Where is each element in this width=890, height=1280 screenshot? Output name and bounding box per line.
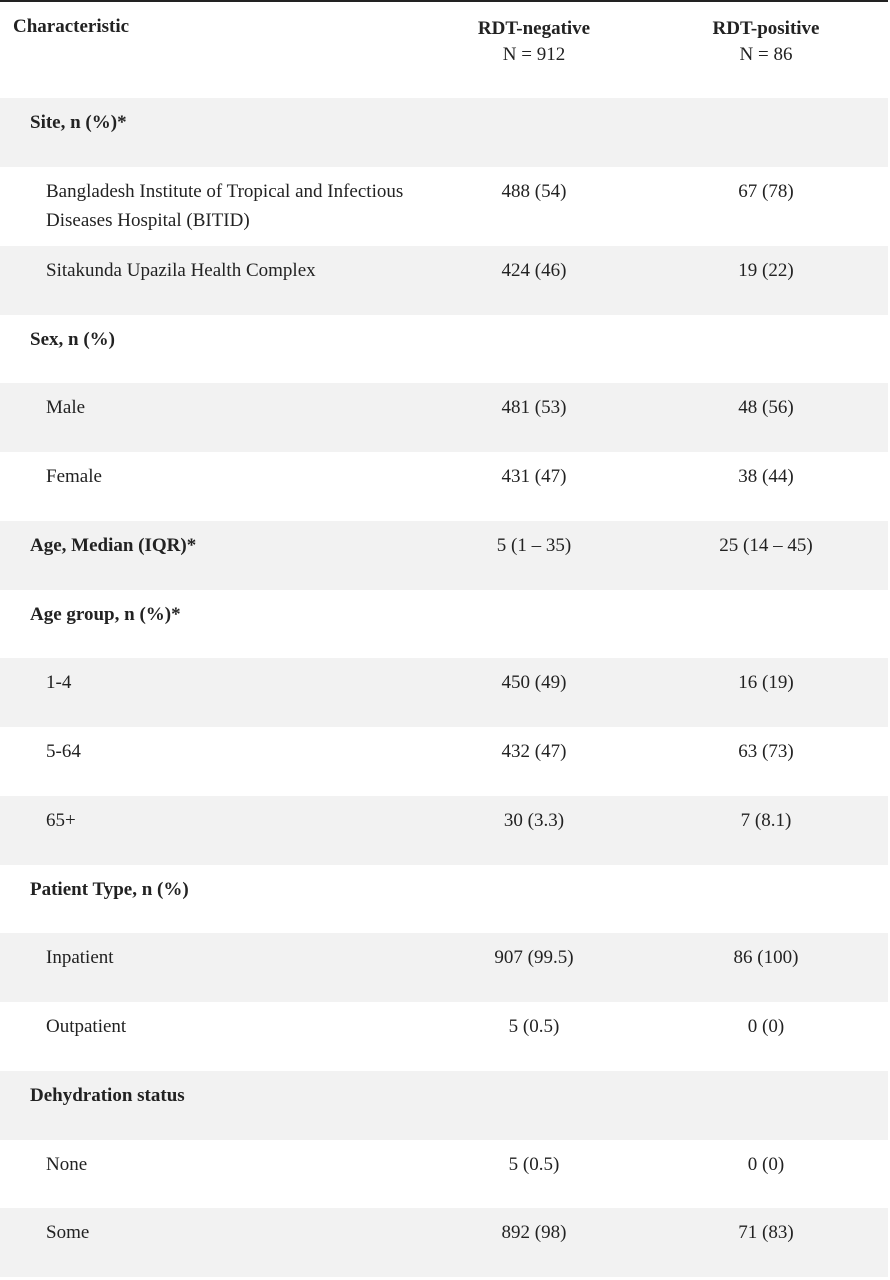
header-rdt-negative-n: N = 912 (502, 44, 566, 65)
rdt-positive-value: 48 (56) (738, 397, 794, 419)
group-label: Age, Median (IQR)* (30, 534, 197, 556)
rdt-negative-value: 5 (0.5) (508, 1016, 560, 1037)
group-label: Sex, n (%) (30, 328, 115, 350)
rdt-positive-value: 19 (22) (738, 259, 794, 281)
table-row (0, 658, 888, 727)
group-row (0, 590, 888, 659)
table-header (0, 2, 888, 98)
row-label: 65+ (46, 809, 76, 831)
rdt-negative-value: 30 (3.3) (503, 809, 565, 831)
rdt-negative-value: 424 (46) (501, 259, 567, 281)
row-label: 5-64 (46, 741, 81, 762)
group-row (0, 521, 888, 590)
rdt-positive-value: 0 (0) (747, 1153, 785, 1175)
row-label: Male (46, 397, 86, 419)
table-row (0, 1002, 888, 1071)
rdt-negative-value: 488 (54) (501, 180, 567, 202)
table-row (0, 1140, 888, 1209)
table-row (0, 796, 888, 865)
rdt-negative-value: 5 (1 – 35) (496, 534, 572, 556)
rdt-negative-value: 431 (47) (501, 466, 567, 487)
table-row (0, 1208, 888, 1277)
row-label: Inpatient (46, 947, 114, 969)
rdt-positive-value: 25 (14 – 45) (719, 534, 813, 556)
rdt-positive-value: 63 (73) (738, 741, 794, 762)
table-row (0, 246, 888, 315)
rdt-positive-value: 86 (100) (733, 947, 799, 969)
rdt-negative-value: 450 (49) (501, 672, 567, 694)
rdt-negative-value: 907 (99.5) (494, 947, 574, 969)
row-label: Bangladesh Institute of Tropical and Infectious Diseases Hospital (BITID) (46, 180, 404, 231)
row-label: None (46, 1153, 88, 1175)
table-row (0, 727, 888, 796)
table-body (0, 98, 888, 1277)
row-label: Female (46, 466, 102, 487)
rdt-negative-value: 5 (0.5) (508, 1153, 560, 1175)
header-characteristic: Characteristic (13, 16, 130, 37)
header-rdt-positive-title: RDT-positive (712, 18, 820, 39)
row-label: 1-4 (46, 672, 72, 694)
group-label: Patient Type, n (%) (30, 878, 189, 900)
row-label: Some (46, 1222, 90, 1244)
rdt-positive-value: 71 (83) (738, 1222, 794, 1244)
row-label: Sitakunda Upazila Health Complex (46, 259, 316, 281)
group-row (0, 865, 888, 934)
rdt-negative-value: 892 (98) (501, 1222, 567, 1244)
header-rdt-positive-n: N = 86 (739, 44, 793, 65)
row-label: Outpatient (46, 1016, 127, 1037)
header-rdt-positive (666, 16, 866, 68)
rdt-positive-value: 38 (44) (738, 466, 794, 487)
header-rdt-negative-title: RDT-negative (477, 18, 591, 39)
group-row (0, 1071, 888, 1140)
table-row (0, 933, 888, 1002)
group-label: Site, n (%)* (30, 112, 127, 133)
group-label: Age group, n (%)* (30, 603, 181, 625)
group-label: Dehydration status (30, 1084, 185, 1106)
rdt-positive-value: 67 (78) (738, 180, 794, 202)
rdt-positive-value: 16 (19) (738, 672, 794, 694)
table-row (0, 167, 888, 246)
rdt-negative-value: 481 (53) (501, 397, 567, 419)
rdt-positive-value: 7 (8.1) (740, 809, 792, 831)
rdt-negative-value: 432 (47) (501, 741, 567, 762)
table-row (0, 383, 888, 452)
table-row (0, 452, 888, 521)
rdt-positive-value: 0 (0) (747, 1016, 785, 1037)
group-row (0, 315, 888, 384)
group-row (0, 98, 888, 167)
header-rdt-negative (434, 16, 634, 68)
